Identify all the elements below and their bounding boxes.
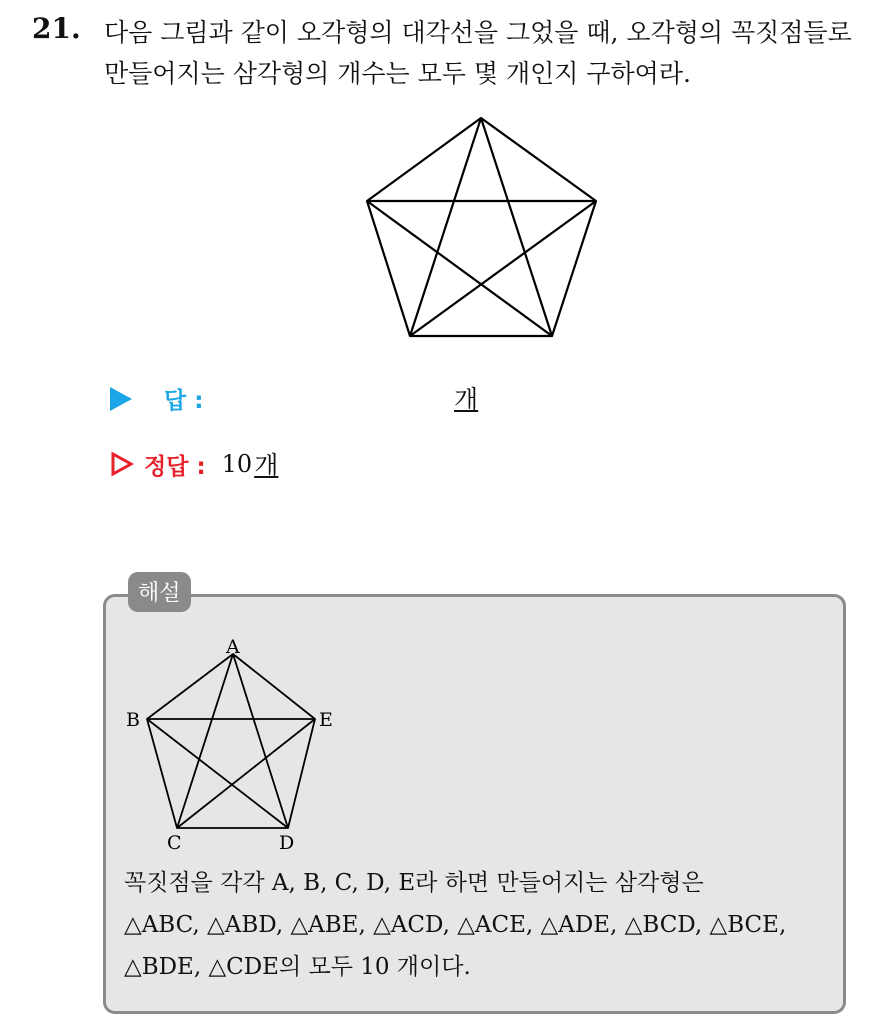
diagonal-line: [233, 654, 288, 828]
vertex-label-c: C: [167, 832, 182, 854]
play-outline-icon: [110, 451, 134, 477]
diagonal-line: [410, 201, 596, 336]
pentagon-outline: [147, 654, 315, 828]
explanation-line-1: 꼭짓점을 각각 A, B, C, D, E라 하면 만들어지는 삼각형은: [124, 870, 704, 896]
diagonal-line: [481, 118, 552, 336]
question-text: [104, 12, 874, 94]
diagonal-line: [367, 201, 552, 336]
question-line-2: 만들어지는 삼각형의 개수는 모두 몇 개인지 구하여라.: [104, 59, 691, 88]
pentagon-figure: [358, 110, 608, 342]
play-marker-icon: [110, 387, 132, 411]
explanation-line-3: △BDE, △CDE의 모두 10 개이다.: [124, 954, 471, 980]
diagonal-line: [177, 719, 315, 828]
vertex-label-e: E: [319, 709, 333, 731]
labeled-pentagon-figure: [120, 632, 350, 857]
answer-label: 답 :: [164, 388, 204, 414]
correct-answer-row: [110, 446, 278, 482]
diagonal-line: [147, 719, 288, 828]
diagonal-line: [410, 118, 481, 336]
explanation-tag: 해설: [128, 572, 191, 612]
diagonal-line: [177, 654, 233, 828]
vertex-label-a: A: [226, 636, 240, 658]
vertex-label-b: B: [126, 709, 140, 731]
explanation-text: [124, 862, 836, 988]
vertex-label-d: D: [279, 832, 295, 854]
correct-answer-unit: 개: [254, 451, 279, 480]
question-line-1: 다음 그림과 같이 오각형의 대각선을 그었을 때, 오각형의 꼭짓점들로: [104, 18, 852, 47]
answer-row: [110, 382, 203, 415]
correct-answer-value: 10: [221, 450, 253, 478]
correct-answer-label: 정답 :: [144, 453, 206, 480]
answer-blank-unit[interactable]: 개: [454, 385, 479, 414]
explanation-line-2: △ABC, △ABD, △ABE, △ACD, △ACE, △ADE, △BCD, △BCE,: [124, 912, 787, 938]
question-number: 21.: [32, 12, 81, 45]
